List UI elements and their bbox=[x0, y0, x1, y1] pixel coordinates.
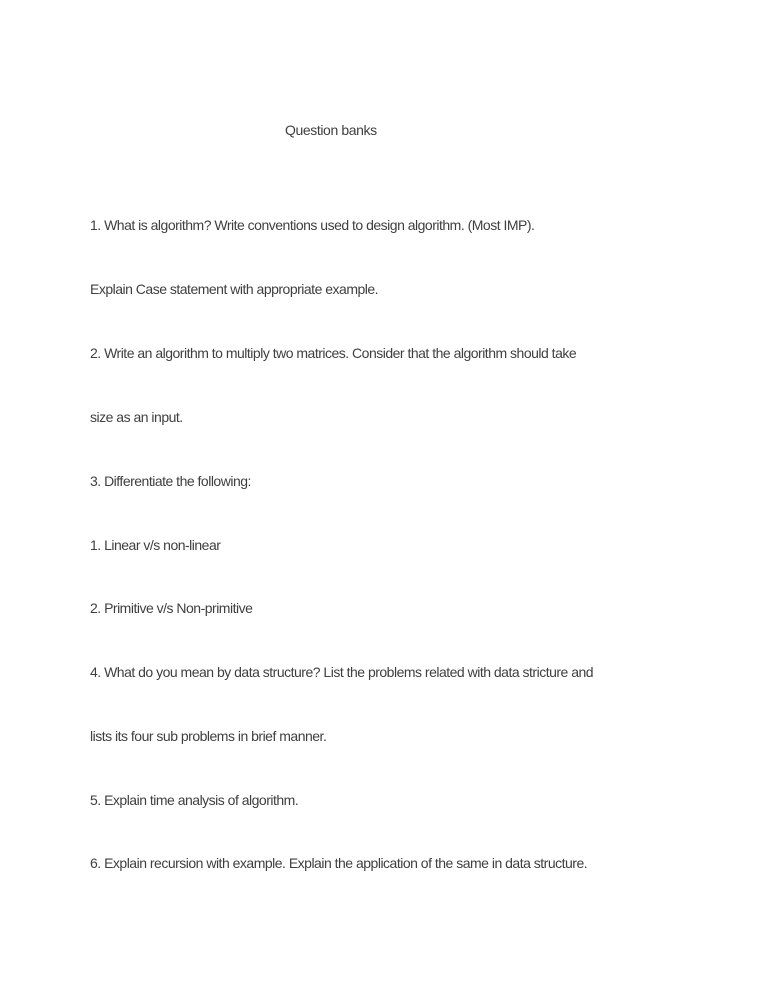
document-line-3: 2. Write an algorithm to multiply two matrices. Consider that the algorithm should take bbox=[90, 345, 577, 361]
document-title: Question banks bbox=[285, 122, 377, 138]
document-line-5: 3. Differentiate the following: bbox=[90, 473, 251, 489]
document-line-10: 5. Explain time analysis of algorithm. bbox=[90, 792, 299, 808]
document-line-9: lists its four sub problems in brief manner. bbox=[90, 728, 327, 744]
document-line-8: 4. What do you mean by data structure? List the problems related with data stricture and bbox=[90, 664, 594, 680]
document-line-4: size as an input. bbox=[90, 409, 183, 425]
document-line-6: 1. Linear v/s non-linear bbox=[90, 537, 221, 553]
document-line-7: 2. Primitive v/s Non-primitive bbox=[90, 600, 253, 616]
document-line-2: Explain Case statement with appropriate example. bbox=[90, 281, 379, 297]
document-line-1: 1. What is algorithm? Write conventions used to design algorithm. (Most IMP). bbox=[90, 217, 535, 233]
document-line-11: 6. Explain recursion with example. Explain the application of the same in data structure. bbox=[90, 855, 588, 871]
